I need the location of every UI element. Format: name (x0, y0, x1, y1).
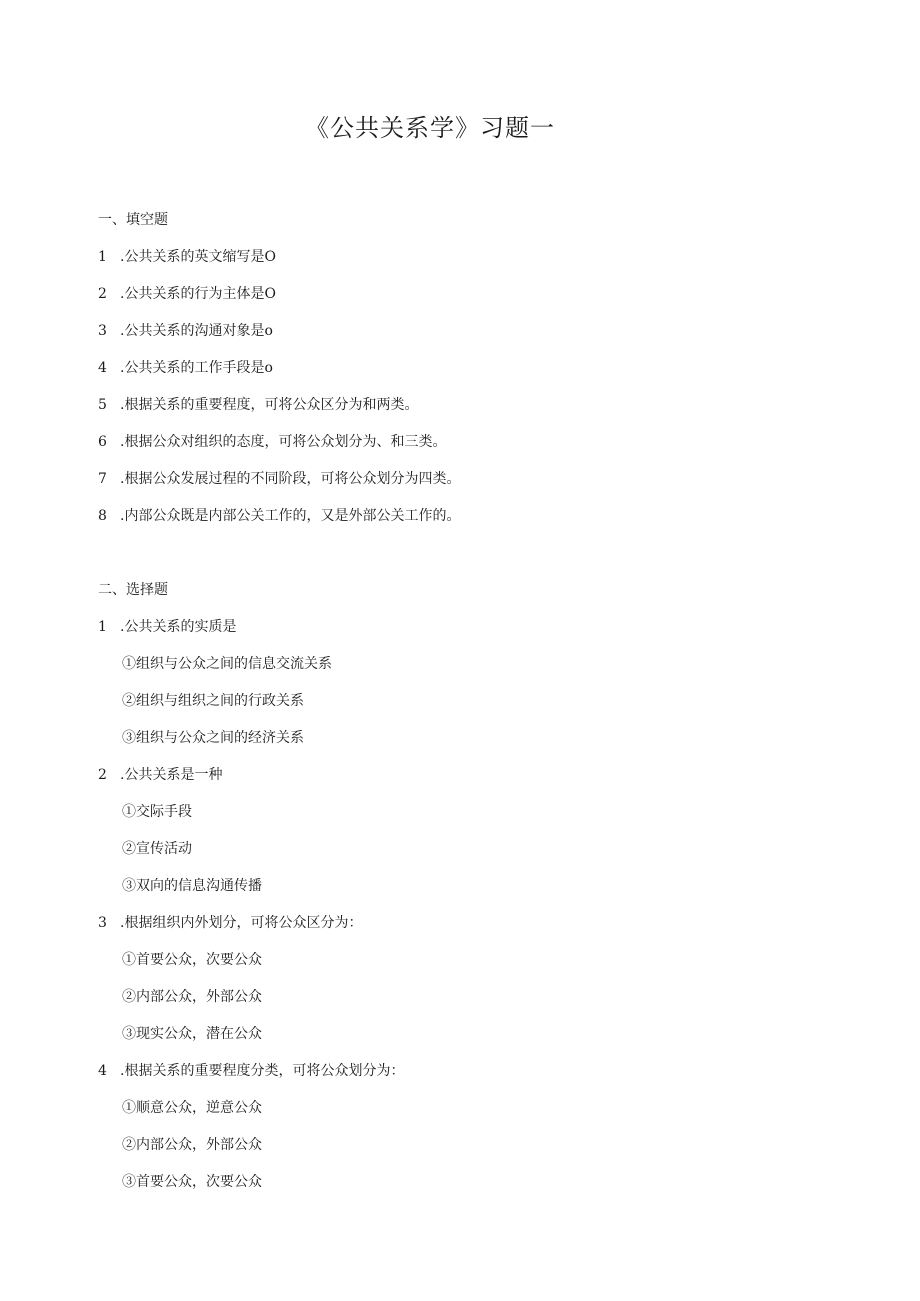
question-text: .根据公众对组织的态度，可将公众划分为、和三类。 (120, 434, 447, 450)
choice-question (98, 765, 222, 785)
question-number: 3 (98, 915, 107, 931)
fill-in-question (98, 284, 276, 304)
question-text: .内部公众既是内部公关工作的，又是外部公关工作的。 (120, 508, 461, 524)
choice-option: ③首要公众，次要公众 (122, 1174, 262, 1190)
question-text: .根据组织内外划分，可将公众区分为： (120, 915, 363, 931)
choice-option: ③现实公众，潜在公众 (122, 1026, 262, 1042)
document-title: 《公共关系学》习题一 (305, 114, 555, 142)
question-text: .公共关系的实质是 (120, 619, 237, 635)
question-text: .公共关系的英文缩写是O (120, 249, 276, 265)
question-number: 2 (98, 767, 107, 783)
question-text: .根据关系的重要程度，可将公众区分为和两类。 (120, 397, 419, 413)
choice-option: ②组织与组织之间的行政关系 (122, 693, 304, 709)
choice-option: ①顺意公众，逆意公众 (122, 1100, 262, 1116)
choice-option: ②内部公众，外部公众 (122, 989, 262, 1005)
question-number: 5 (98, 397, 107, 413)
fill-in-question (98, 247, 276, 267)
choice-option: ①组织与公众之间的信息交流关系 (122, 656, 332, 672)
fill-in-question (98, 321, 273, 341)
fill-in-question (98, 395, 418, 415)
question-number: 3 (98, 323, 107, 339)
section-heading-multiple-choice: 二、选择题 (98, 582, 168, 598)
choice-option: ①交际手段 (122, 804, 192, 820)
question-number: 2 (98, 286, 107, 302)
fill-in-question (98, 469, 460, 489)
question-number: 4 (98, 1063, 107, 1079)
question-number: 6 (98, 434, 107, 450)
question-text: .根据关系的重要程度分类，可将公众划分为： (120, 1063, 405, 1079)
question-number: 1 (98, 249, 107, 265)
question-text: .公共关系的行为主体是O (120, 286, 276, 302)
question-number: 7 (98, 471, 107, 487)
question-number: 8 (98, 508, 107, 524)
choice-question (98, 913, 362, 933)
choice-option: ③组织与公众之间的经济关系 (122, 730, 304, 746)
question-text: .公共关系的工作手段是o (120, 360, 273, 376)
choice-question (98, 617, 236, 637)
question-text: .公共关系的沟通对象是o (120, 323, 273, 339)
section-heading-fill-in: 一、填空题 (98, 212, 168, 228)
choice-option: ②内部公众，外部公众 (122, 1137, 262, 1153)
question-number: 4 (98, 360, 107, 376)
choice-option: ①首要公众，次要公众 (122, 952, 262, 968)
choice-option: ②宣传活动 (122, 841, 192, 857)
fill-in-question (98, 506, 460, 526)
question-text: .根据公众发展过程的不同阶段，可将公众划分为四类。 (120, 471, 461, 487)
question-number: 1 (98, 619, 107, 635)
choice-option: ③双向的信息沟通传播 (122, 878, 262, 894)
fill-in-question (98, 358, 273, 378)
choice-question (98, 1061, 404, 1081)
question-text: .公共关系是一种 (120, 767, 223, 783)
fill-in-question (98, 432, 446, 452)
